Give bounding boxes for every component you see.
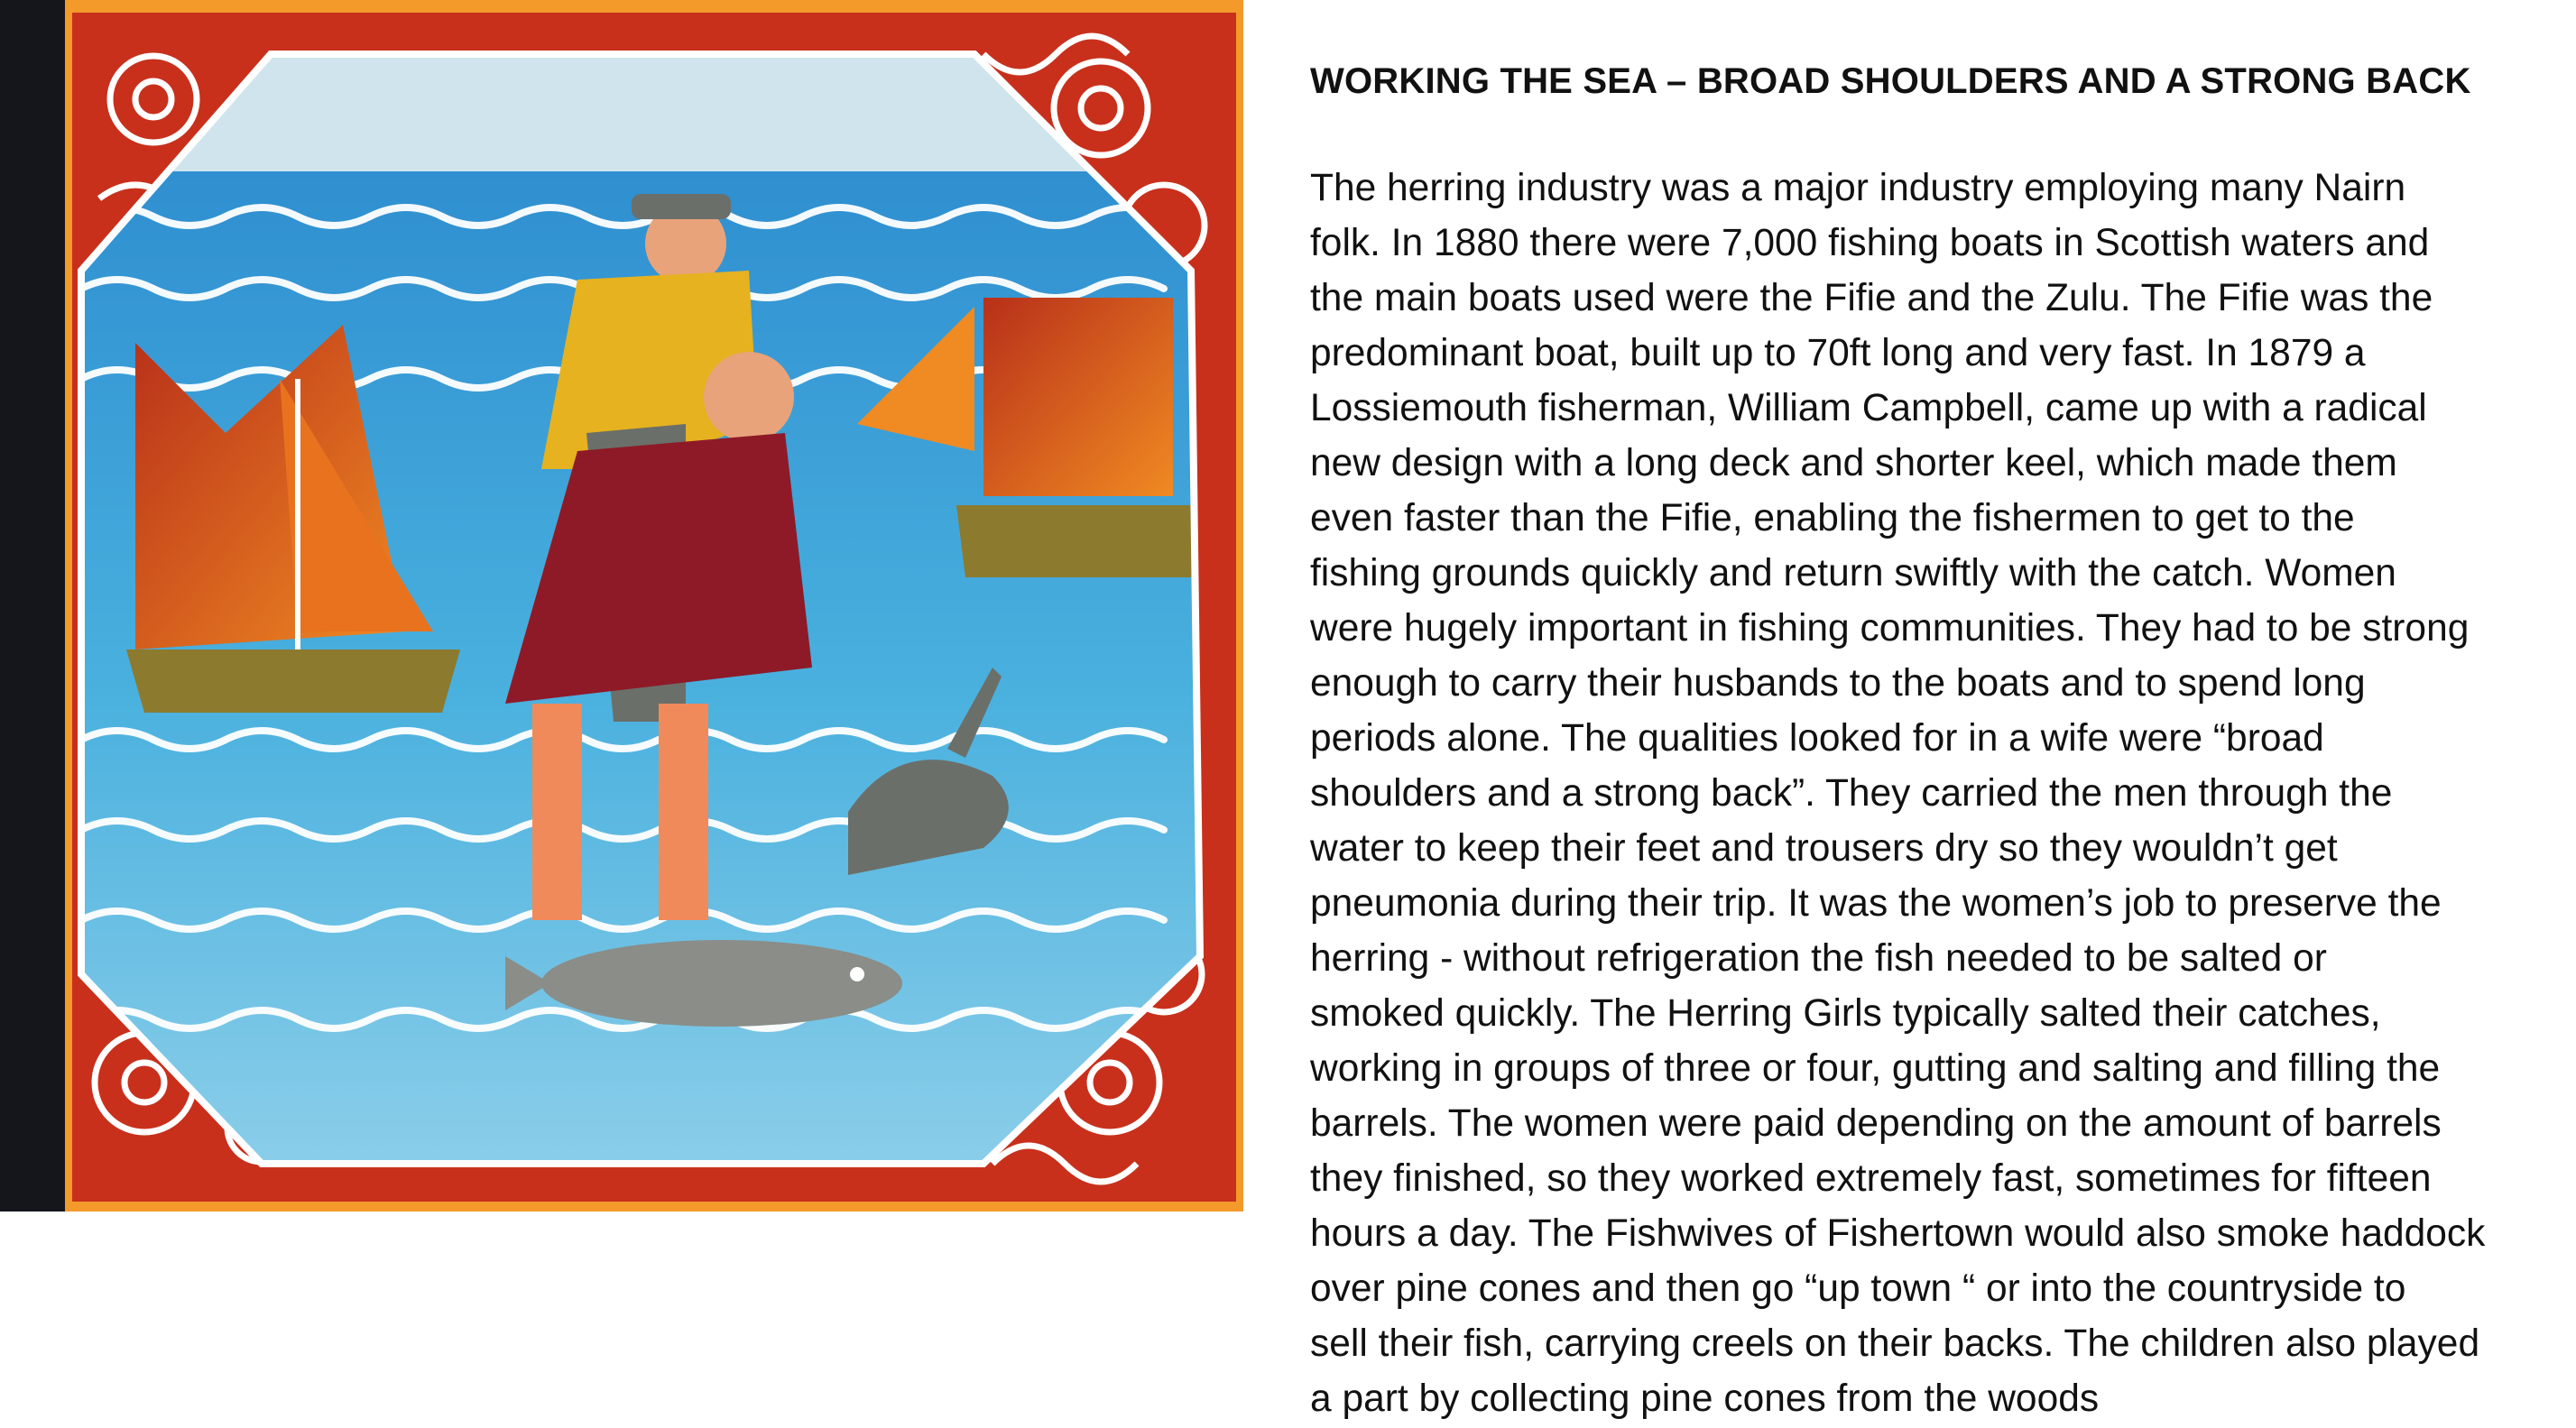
body-line: shoulders and a strong back”. They carried the men through the — [1310, 772, 2393, 815]
body-line: herring - without refrigeration the fish needed to be salted or — [1310, 937, 2327, 980]
body-line: barrels. The women were paid depending on the amount of barrels — [1310, 1102, 2442, 1145]
batik-artwork — [0, 0, 1243, 1211]
body-line: Lossiemouth fisherman, William Campbell, came up with a radical — [1310, 387, 2427, 429]
body-line: over pine cones and then go “up town “ or into the countryside to — [1310, 1267, 2406, 1310]
body-line: the main boats used were the Fifie and the Zulu. The Fifie was the — [1310, 277, 2433, 319]
body-line: sell their fish, carrying creels on their backs. The children also played — [1310, 1322, 2480, 1365]
body-line: enough to carry their husbands to the boats and to spend long — [1310, 662, 2366, 705]
body-line: fishing grounds quickly and return swiftly with the catch. Women — [1310, 552, 2396, 594]
body-line: water to keep their feet and trousers dry so they wouldn’t get — [1310, 827, 2338, 870]
body-line: pneumonia during their trip. It was the women’s job to preserve the — [1310, 882, 2442, 925]
article — [1310, 54, 2569, 1426]
body-line: new design with a long deck and shorter keel, which made them — [1310, 442, 2397, 484]
body-line: hours a day. The Fishwives of Fishertown would also smoke haddock — [1310, 1212, 2486, 1255]
dark-left-edge — [0, 0, 65, 1211]
body-line: they finished, so they worked extremely fast, sometimes for fifteen — [1310, 1157, 2432, 1200]
body-line: working in groups of three or four, gutting and salting and filling the — [1310, 1047, 2441, 1090]
article-title: WORKING THE SEA – BROAD SHOULDERS AND A STRONG BACK — [1310, 61, 2471, 101]
body-line: a part by collecting pine cones from the woods — [1310, 1377, 2100, 1420]
article-body — [1310, 161, 2569, 1426]
body-line: periods alone. The qualities looked for in a wife were “broad — [1310, 717, 2324, 760]
body-line: folk. In 1880 there were 7,000 fishing boats in Scottish waters and — [1310, 222, 2430, 264]
body-line: The herring industry was a major industry employing many Nairn — [1310, 167, 2406, 209]
body-line: smoked quickly. The Herring Girls typically salted their catches, — [1310, 992, 2381, 1035]
body-line: were hugely important in fishing communities. They had to be strong — [1310, 607, 2470, 650]
body-line: predominant boat, built up to 70ft long and very fast. In 1879 a — [1310, 332, 2366, 374]
body-line: even faster than the Fifie, enabling the fishermen to get to the — [1310, 497, 2355, 539]
